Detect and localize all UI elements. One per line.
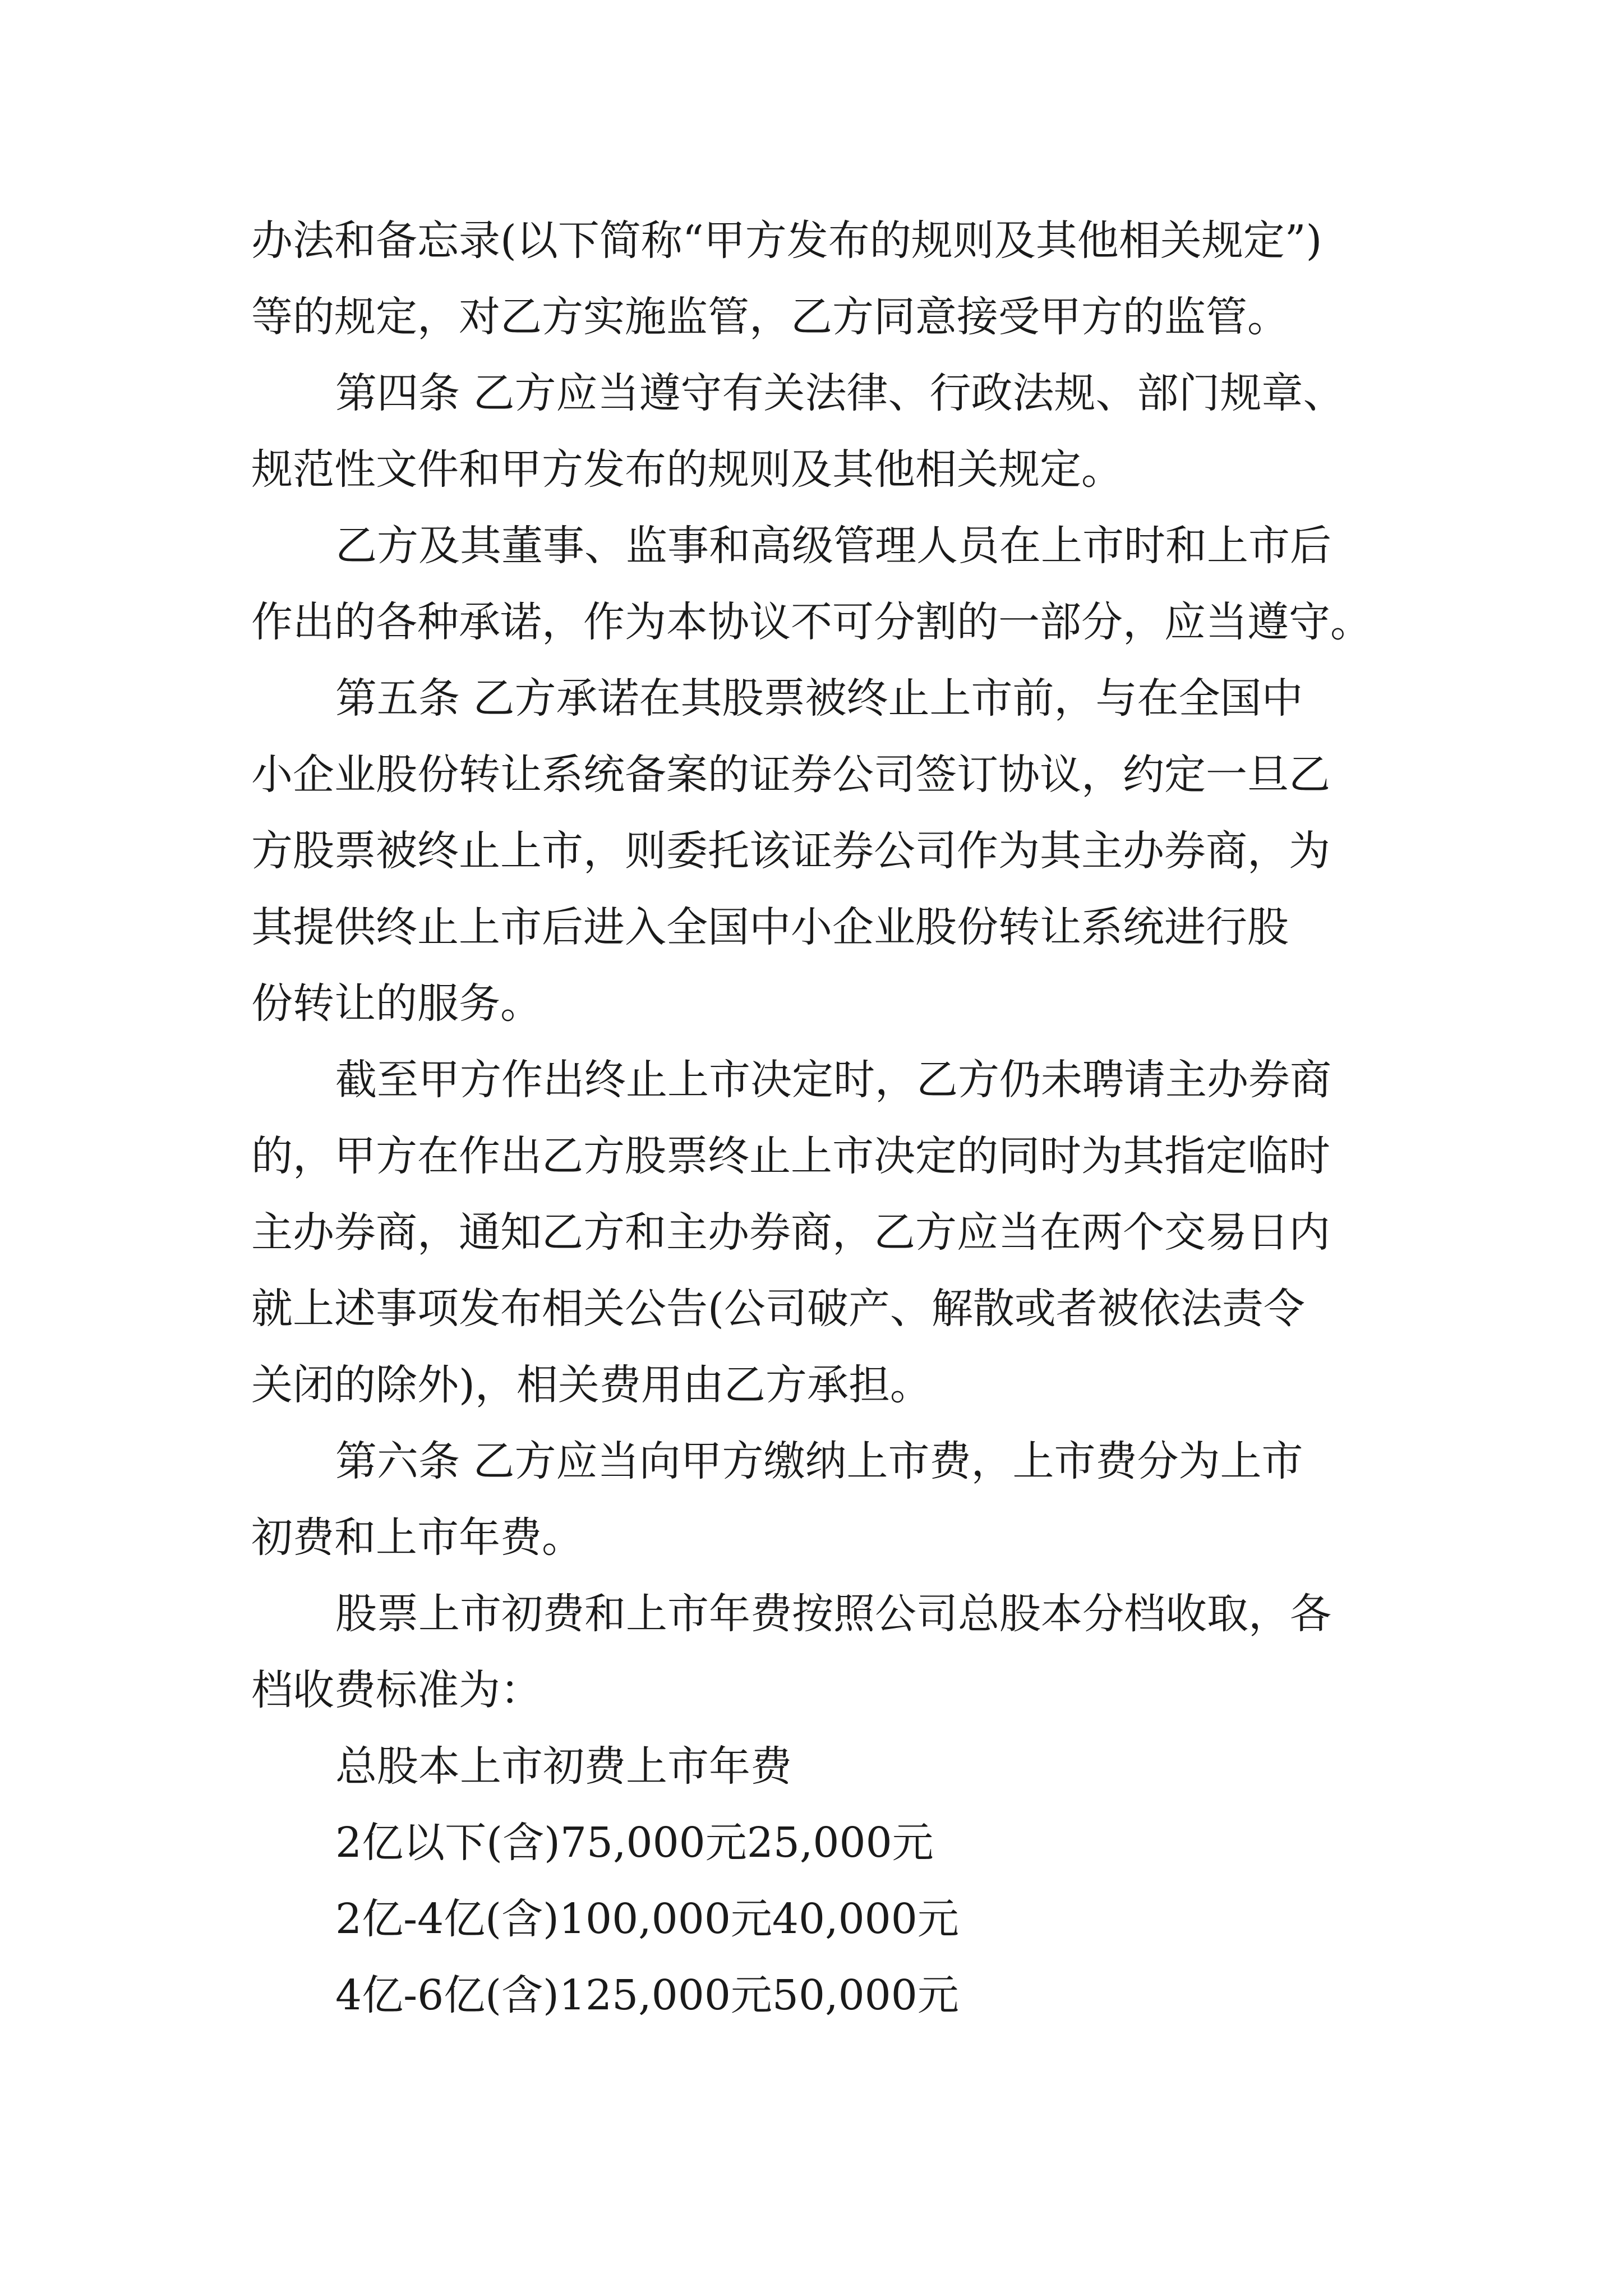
text-line: 办法和备忘录(以下简称“甲方发布的规则及其他相关规定”): [251, 217, 1322, 265]
text-line: 初费和上市年费。: [251, 1513, 583, 1562]
text-line: 的，甲方在作出乙方股票终止上市决定的同时为其指定临时: [251, 1132, 1330, 1180]
text-line: 作出的各种承诺，作为本协议不可分割的一部分，应当遵守。: [251, 598, 1372, 646]
text-line: 小企业股份转让系统备案的证券公司签订协议，约定一旦乙: [251, 751, 1330, 799]
text-line: 其提供终止上市后进入全国中小企业股份转让系统进行股: [251, 903, 1289, 951]
fee-table-header: 总股本上市初费上市年费: [335, 1742, 792, 1791]
text-line: 关闭的除外)，相关费用由乙方承担。: [251, 1361, 932, 1409]
article-6-heading-line: 第六条 乙方应当向甲方缴纳上市费，上市费分为上市: [335, 1437, 1303, 1485]
fee-table-row: 2亿-4亿(含)100,000元40,000元: [335, 1895, 959, 1943]
text-line: 档收费标准为：: [251, 1666, 542, 1714]
text-line: 规范性文件和甲方发布的规则及其他相关规定。: [251, 445, 1123, 494]
paragraph-start-line: 截至甲方作出终止上市决定时，乙方仍未聘请主办券商: [335, 1056, 1331, 1104]
fee-table-row: 4亿-6亿(含)125,000元50,000元: [335, 1971, 959, 2019]
text-line: 方股票被终止上市，则委托该证券公司作为其主办券商，为: [251, 827, 1330, 875]
paragraph-start-line: 乙方及其董事、监事和高级管理人员在上市时和上市后: [335, 522, 1331, 570]
text-line: 等的规定，对乙方实施监管，乙方同意接受甲方的监管。: [251, 293, 1289, 341]
paragraph-start-line: 股票上市初费和上市年费按照公司总股本分档收取，各: [335, 1590, 1331, 1638]
article-4-heading-line: 第四条 乙方应当遵守有关法律、行政法规、部门规章、: [335, 369, 1345, 417]
text-line: 份转让的服务。: [251, 979, 542, 1028]
text-line: 就上述事项发布相关公告(公司破产、解散或者被依法责令: [251, 1285, 1305, 1333]
article-5-heading-line: 第五条 乙方承诺在其股票被终止上市前，与在全国中: [335, 674, 1303, 723]
text-line: 主办券商，通知乙方和主办券商，乙方应当在两个交易日内: [251, 1208, 1330, 1257]
fee-table-row: 2亿以下(含)75,000元25,000元: [335, 1819, 934, 1867]
